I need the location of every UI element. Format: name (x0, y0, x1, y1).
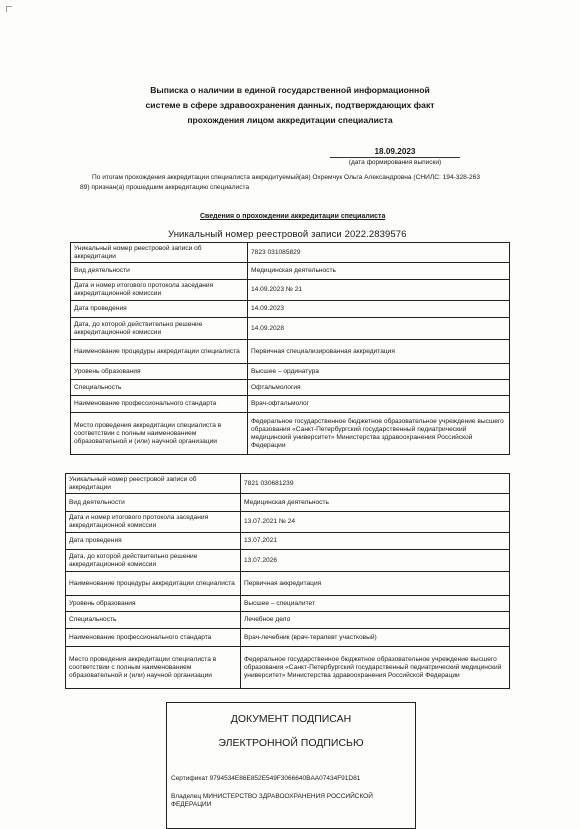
table-row (66, 647, 510, 689)
table-row (66, 572, 510, 596)
certificate-owner: Владелец МИНИСТЕРСТВО ЗДРАВООХРАНЕНИЯ РОССИЙСКОЙ ФЕДЕРАЦИИ (171, 793, 373, 808)
table-row (71, 396, 510, 413)
table-row (66, 629, 510, 647)
row-value: Федеральное государственное бюджетное образовательное учреждение высшего образования «Санкт-Петербургский государственный педиатрический медицинский университет» Министерства здравоохранения Российской Федерации (248, 413, 510, 455)
table-row (71, 413, 510, 455)
title-line: прохождения лицом аккредитации специалиста (187, 115, 393, 125)
registry-number: Уникальный номер реестровой записи 2022.2839576 (168, 229, 407, 240)
row-label: Наименование профессионального стандарта (66, 629, 241, 647)
document-title (110, 83, 470, 128)
row-value: Врач-лечебник (врач-терапевт участковый) (241, 629, 510, 647)
stamp-heading: ДОКУМЕНТ ПОДПИСАН (230, 713, 352, 725)
table-row (71, 318, 510, 340)
section-title: Сведения о прохождении аккредитации специалиста (200, 213, 386, 220)
row-value: Медицинская деятельность (241, 494, 510, 512)
table-row (66, 512, 510, 533)
table-row (66, 612, 510, 629)
row-value: 14.09.2023 (248, 301, 510, 318)
row-value: Врач-офтальмолог (248, 396, 510, 413)
row-label: Специальность (71, 380, 248, 396)
row-label: Место проведения аккредитации специалиста в соответствии с полным наименованием образовательной и (или) научной организации (66, 647, 241, 689)
row-label: Наименование профессионального стандарта (71, 396, 248, 413)
table-row (71, 301, 510, 318)
issue-date-caption: (дата формирования выписки) (348, 159, 442, 166)
table-row (71, 280, 510, 301)
row-value: Первичная специализированная аккредитация (248, 340, 510, 364)
row-label: Уровень образования (66, 596, 241, 612)
row-label: Дата, до которой действительно решение аккредитационной комиссии (71, 318, 248, 340)
row-label: Уровень образования (71, 364, 248, 380)
row-value: Медицинская деятельность (248, 263, 510, 280)
row-value: 7823 031085829 (248, 243, 510, 263)
row-value: 13.07.2021 № 24 (241, 512, 510, 533)
table-row (71, 364, 510, 380)
row-label: Наименование процедуры аккредитации специалиста (71, 340, 248, 364)
row-label: Специальность (66, 612, 241, 629)
certificate-number: Сертификат 9794534E86E852E549F3066640BAA07434F91D81 (171, 775, 361, 782)
row-label: Вид деятельности (66, 494, 241, 512)
table-row (66, 596, 510, 612)
issue-date-block (330, 147, 460, 166)
row-value: Федеральное государственное бюджетное образовательное учреждение высшего образования «Санкт-Петербургский государственный педиатрический медицинский университет» Министерства здравоохранения Российской Федерации (241, 647, 510, 689)
row-value: Высшее – ординатура (248, 364, 510, 380)
row-value: Лечебное дело (241, 612, 510, 629)
row-label: Место проведения аккредитации специалиста в соответствии с полным наименованием образовательной и (или) научной организации (71, 413, 248, 455)
row-label: Уникальный номер реестровой записи об аккредитации (66, 474, 241, 494)
row-value: Первичная аккредитация (241, 572, 510, 596)
title-line: системе в сфере здравоохранения данных, подтверждающих факт (145, 100, 435, 110)
table-row (66, 533, 510, 550)
scan-corner-mark (6, 6, 12, 12)
row-value: 7821 030681239 (241, 474, 510, 494)
table-row (66, 494, 510, 512)
row-value: Высшее – специалитет (241, 596, 510, 612)
issue-date: 18.09.2023 (330, 147, 460, 158)
row-label: Уникальный номер реестровой записи об аккредитации (71, 243, 248, 263)
accreditation-table-2 (65, 473, 510, 689)
row-label: Наименование процедуры аккредитации специалиста (66, 572, 241, 596)
table-row (71, 340, 510, 364)
title-line: Выписка о наличии в единой государственной информационной (150, 85, 430, 95)
row-value: 13.07.2026 (241, 550, 510, 572)
table-row (71, 243, 510, 263)
row-value: 14.09.2023 № 21 (248, 280, 510, 301)
table-row (71, 380, 510, 396)
table-row (66, 474, 510, 494)
row-label: Дата проведения (66, 533, 241, 550)
table-row (66, 550, 510, 572)
row-label: Дата и номер итогового протокола заседания аккредитационной комиссии (66, 512, 241, 533)
row-label: Дата проведения (71, 301, 248, 318)
table-row (71, 263, 510, 280)
stamp-subheading: ЭЛЕКТРОННОЙ ПОДПИСЬЮ (218, 737, 364, 749)
row-label: Вид деятельности (71, 263, 248, 280)
row-value: Офтальмология (248, 380, 510, 396)
intro-paragraph: По итогам прохождения аккредитации специалиста аккредитуемый(ая) Охремчук Ольга Александровна (СНИЛС: 194-328-263 89) признан(а) прошедшим аккредитацию специалиста (80, 174, 481, 191)
row-value: 14.09.2028 (248, 318, 510, 340)
electronic-signature-stamp (166, 702, 416, 829)
row-label: Дата, до которой действительно решение аккредитационной комиссии (66, 550, 241, 572)
row-value: 13.07.2021 (241, 533, 510, 550)
row-label: Дата и номер итогового протокола заседания аккредитационной комиссии (71, 280, 248, 301)
accreditation-table-1 (70, 242, 510, 455)
